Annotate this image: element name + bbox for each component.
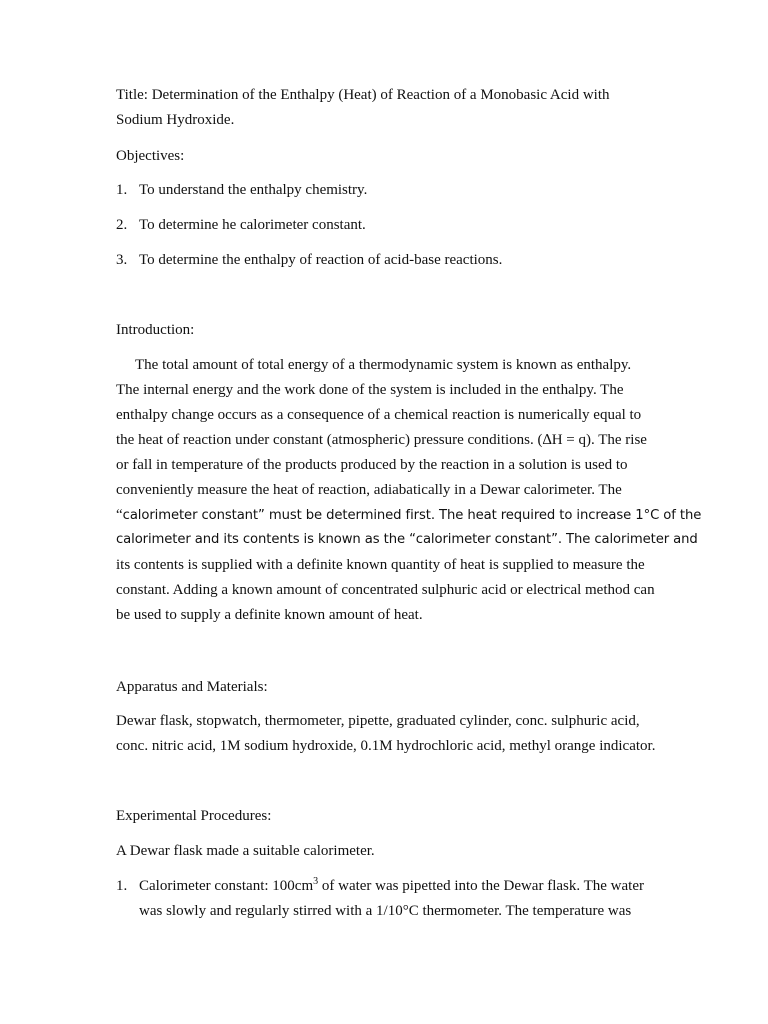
procedure-line-2: was slowly and regularly stirred with a 1/10°C thermometer. The temperature was	[139, 903, 632, 919]
objectives-heading: Objectives:	[116, 148, 185, 164]
intro-line: The total amount of total energy of a thermodynamic system is known as enthalpy.	[135, 357, 632, 373]
procedure-text: Calorimeter constant: 100cm	[139, 878, 314, 894]
objective-item	[116, 180, 367, 200]
list-number: 1.	[116, 878, 128, 894]
list-text: To determine he calorimeter constant.	[139, 217, 366, 233]
intro-line: conveniently measure the heat of reaction, adiabatically in a Dewar calorimeter. The	[116, 482, 622, 498]
intro-line: be used to supply a definite known amount of heat.	[116, 607, 423, 623]
introduction-heading: Introduction:	[116, 322, 195, 338]
superscript: 3	[313, 876, 319, 887]
list-number: 3.	[116, 252, 128, 268]
procedures-intro: A Dewar flask made a suitable calorimeter.	[116, 843, 375, 859]
apparatus-line: Dewar flask, stopwatch, thermometer, pipette, graduated cylinder, conc. sulphuric acid,	[116, 713, 640, 729]
intro-line: constant. Adding a known amount of concentrated sulphuric acid or electrical method can	[116, 582, 655, 598]
intro-line-sans-text: calorimeter constant” must be determined first. The heat required to increase 1°C of the	[122, 508, 702, 523]
intro-line: or fall in temperature of the products produced by the reaction in a solution is used to	[116, 457, 628, 473]
intro-line-serif-quote: “	[116, 507, 123, 523]
list-text: To determine the enthalpy of reaction of acid-base reactions.	[139, 252, 503, 268]
list-number: 1.	[116, 182, 128, 198]
list-text: To understand the enthalpy chemistry.	[139, 182, 368, 198]
intro-line: The internal energy and the work done of the system is included in the enthalpy. The	[116, 382, 624, 398]
title-line-1: Title: Determination of the Enthalpy (Heat) of Reaction of a Monobasic Acid with	[116, 87, 610, 103]
intro-line: calorimeter and its contents is known as the “calorimeter constant”. The calorimeter and	[116, 532, 698, 547]
procedure-item	[116, 876, 644, 896]
list-number: 2.	[116, 217, 128, 233]
intro-line: enthalpy change occurs as a consequence of a chemical reaction is numerically equal to	[116, 407, 642, 423]
title-line-2: Sodium Hydroxide.	[116, 112, 235, 128]
objective-item	[116, 215, 366, 235]
intro-line: its contents is supplied with a definite known quantity of heat is supplied to measure the	[116, 557, 645, 573]
procedures-heading: Experimental Procedures:	[116, 808, 272, 824]
procedure-text-continued: of water was pipetted into the Dewar flask. The water	[318, 878, 644, 894]
intro-line: the heat of reaction under constant (atmospheric) pressure conditions. (∆H = q). The rise	[116, 432, 647, 448]
apparatus-heading: Apparatus and Materials:	[116, 679, 268, 695]
intro-line	[116, 505, 701, 525]
apparatus-line: conc. nitric acid, 1M sodium hydroxide, 0.1M hydrochloric acid, methyl orange indicator.	[116, 738, 656, 754]
objective-item	[116, 250, 502, 270]
